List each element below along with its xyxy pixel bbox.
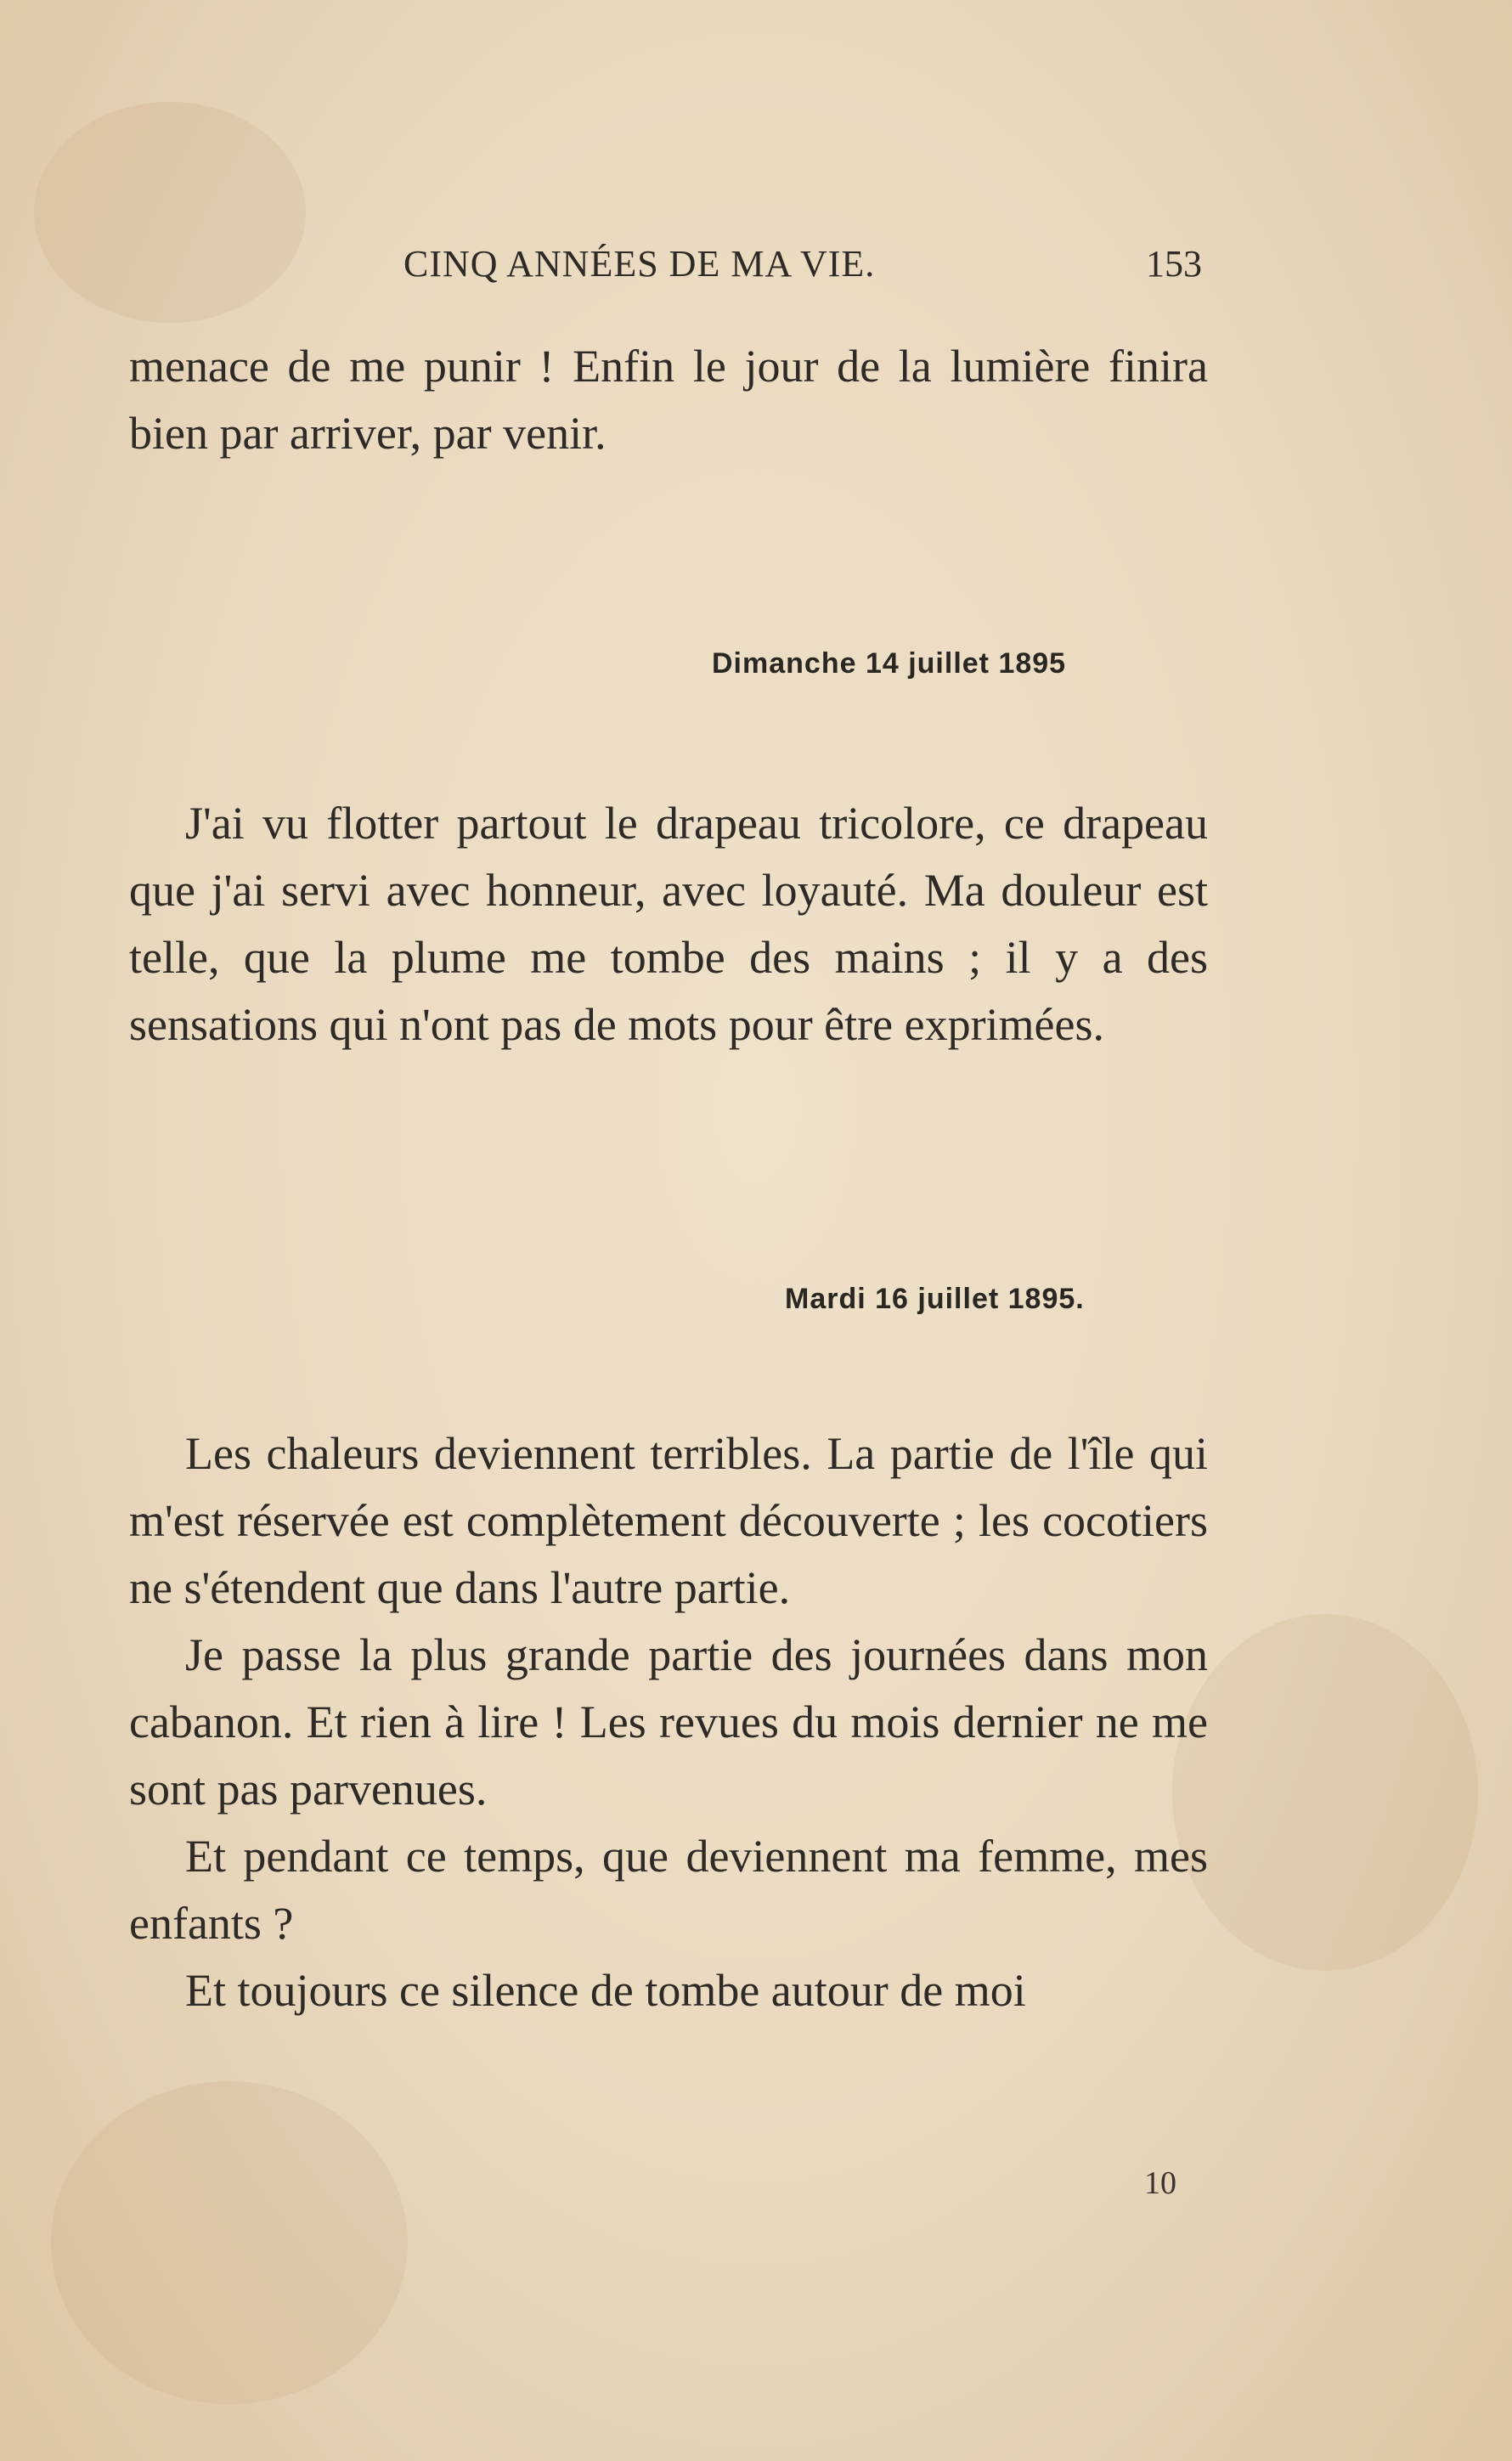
diary-entry-2 [129, 1420, 1208, 2024]
diary-entry-1 [129, 790, 1208, 1058]
signature-mark: 10 [1144, 2165, 1176, 2201]
diary-date-heading: Dimanche 14 juillet 1895 [712, 647, 1067, 680]
body-paragraph: Et pendant ce temps, que deviennent ma femme, mes enfants ? [129, 1831, 1208, 1949]
body-paragraph: Les chaleurs deviennent terribles. La partie de l'île qui m'est réservée est complètement découverte ; les cocotiers ne s'étendent que dans l'autre partie. [129, 1428, 1208, 1613]
body-paragraph: J'ai vu flotter partout le drapeau tricolore, ce drapeau que j'ai servi avec honneur, avec loyauté. Ma douleur est telle, que la plume me tombe des mains ; il y a des sensations qui n'ont pas de mots pour être exprimées. [129, 798, 1208, 1050]
intro-paragraph [129, 333, 1208, 467]
paper-stain [1172, 1614, 1478, 1971]
running-title: CINQ ANNÉES DE MA VIE. [403, 243, 876, 285]
body-paragraph: menace de me punir ! Enfin le jour de la lumière finira bien par arriver, par venir. [129, 341, 1208, 459]
paper-stain [51, 2081, 408, 2404]
body-paragraph: Je passe la plus grande partie des journées dans mon cabanon. Et rien à lire ! Les revues du mois dernier ne me sont pas parvenues. [129, 1629, 1208, 1815]
paper-stain [34, 102, 306, 323]
diary-date-heading: Mardi 16 juillet 1895. [785, 1283, 1085, 1315]
page-number: 153 [1146, 243, 1202, 285]
body-paragraph: Et toujours ce silence de tombe autour de moi [185, 1965, 1026, 2016]
